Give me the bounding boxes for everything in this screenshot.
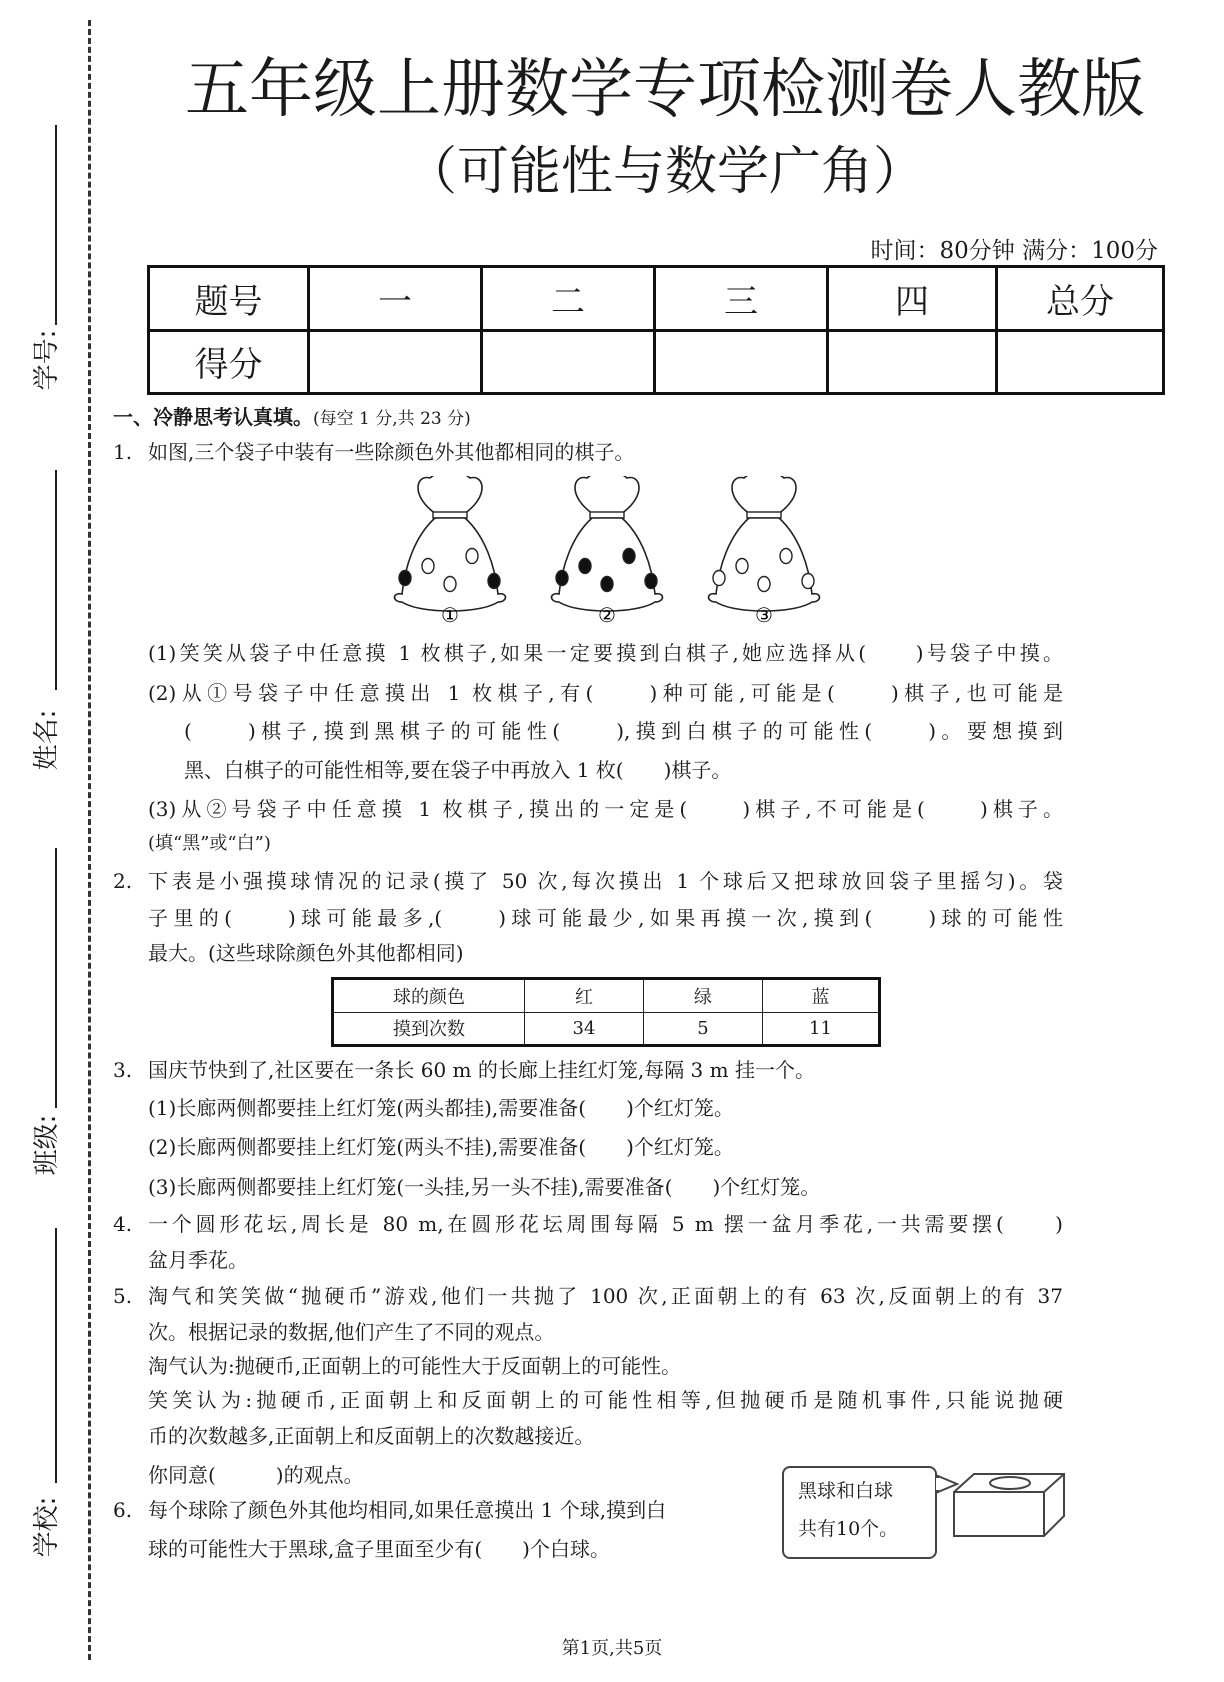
question-number: 2. <box>113 869 133 893</box>
question-number: 5. <box>113 1284 133 1308</box>
ball-table-cell: 摸到次数 <box>333 1012 525 1046</box>
white-piece <box>422 559 434 574</box>
school-label: 学校: <box>32 1496 62 1558</box>
ball-table-header-row <box>333 979 880 1013</box>
q2-line: 子里的( )球可能最多,( )球可能最少,如果再摸一次,摸到( )球的可能性 <box>148 906 1063 930</box>
page-title: 五年级上册数学专项检测卷人教版 <box>185 53 1145 127</box>
ball-table-cell: 5 <box>644 1012 763 1046</box>
score-cell <box>482 330 655 394</box>
black-piece <box>399 571 411 586</box>
score-header-cell: 二 <box>482 267 655 331</box>
q3-line: 国庆节快到了,社区要在一条长 60 m 的长廊上挂红灯笼,每隔 3 m 挂一个。 <box>148 1058 815 1082</box>
speech-line: 共有10个。 <box>798 1518 899 1540</box>
score-cell <box>309 330 482 394</box>
q1-line: (3)从②号袋子中任意摸 1 枚棋子,摸出的一定是( )棋子,不可能是( )棋子。 <box>148 797 1063 821</box>
white-piece <box>736 559 748 574</box>
page-footer: 第1页,共5页 <box>561 1638 663 1659</box>
bag-label: ① <box>441 603 459 627</box>
ball-table-header: 球的颜色 <box>333 979 525 1013</box>
ball-table-cell: 11 <box>763 1012 880 1046</box>
question-number: 1. <box>113 440 133 464</box>
bag <box>395 476 506 627</box>
q2-line: 最大。(这些球除颜色外其他都相同) <box>148 941 464 965</box>
q1-line: (2)从①号袋子中任意摸出 1 枚棋子,有( )种可能,可能是( )棋子,也可能是 <box>148 681 1063 705</box>
q2-line: 下表是小强摸球情况的记录(摸了 50 次,每次摸出 1 个球后又把球放回袋子里摇匀)。袋 <box>148 869 1063 893</box>
white-piece <box>713 571 725 586</box>
white-piece <box>466 549 478 564</box>
school-underline <box>55 1228 57 1483</box>
q5-line: 淘气和笑笑做“抛硬币”游戏,他们一共抛了 100 次,正面朝上的有 63 次,反面朝上的有 37 <box>148 1284 1063 1308</box>
ball-record-table <box>331 977 881 1047</box>
bag-label: ③ <box>755 603 773 627</box>
black-piece <box>579 559 591 574</box>
class-label: 班级: <box>32 1114 62 1176</box>
name-underline <box>55 470 57 690</box>
bag-label: ② <box>598 603 616 627</box>
binding-dashed-line <box>88 20 91 1660</box>
score-header-cell: 一 <box>309 267 482 331</box>
white-piece <box>780 549 792 564</box>
score-row-label: 得分 <box>149 330 309 394</box>
q3-line: (3)长廊两侧都要挂上红灯笼(一头挂,另一头不挂),需要准备( )个红灯笼。 <box>148 1175 821 1199</box>
page-subtitle: （可能性与数学广角） <box>404 142 925 202</box>
score-cell <box>997 330 1164 394</box>
q3-line: (1)长廊两侧都要挂上红灯笼(两头都挂),需要准备( )个红灯笼。 <box>148 1096 734 1120</box>
box-outline <box>954 1474 1064 1536</box>
score-cell <box>828 330 997 394</box>
black-piece <box>623 549 635 564</box>
question-number: 6. <box>113 1498 133 1522</box>
score-table <box>147 265 1165 395</box>
ball-box-illustration <box>930 1470 1070 1545</box>
section-1-points: (每空 1 分,共 23 分) <box>313 409 471 429</box>
score-header-cell: 四 <box>828 267 997 331</box>
speech-line: 黑球和白球 <box>798 1480 894 1502</box>
time-info: 时间：80分钟 满分：100分 <box>870 238 1158 264</box>
white-piece <box>802 574 814 589</box>
bag <box>709 476 820 627</box>
question-number: 3. <box>113 1058 133 1082</box>
q6-line: 每个球除了颜色外其他均相同,如果任意摸出 1 个球,摸到白 <box>148 1498 667 1522</box>
ball-table-row <box>333 1012 880 1046</box>
q5-line: 币的次数越多,正面朝上和反面朝上的次数越接近。 <box>148 1424 595 1448</box>
white-piece <box>444 577 456 592</box>
black-piece <box>645 574 657 589</box>
q1-text: 如图,三个袋子中装有一些除颜色外其他都相同的棋子。 <box>148 440 635 464</box>
ball-table-header: 蓝 <box>763 979 880 1013</box>
class-underline <box>55 848 57 1108</box>
speech-bubble <box>782 1466 937 1559</box>
black-piece <box>488 574 500 589</box>
ball-table-header: 绿 <box>644 979 763 1013</box>
q1-line: (1)笑笑从袋子中任意摸 1 枚棋子,如果一定要摸到白棋子,她应选择从( )号袋子中摸。 <box>148 641 1063 665</box>
score-table-header-row <box>149 267 1164 331</box>
q5-line: 次。根据记录的数据,他们产生了不同的观点。 <box>148 1320 555 1344</box>
tail-mask <box>936 1478 939 1490</box>
section-1-title: 一、冷静思考认真填。 <box>113 405 313 429</box>
q1-line: (填“黑”或“白”) <box>148 833 271 854</box>
student-id-underline <box>55 125 57 325</box>
white-piece <box>758 577 770 592</box>
q5-line: 你同意( )的观点。 <box>148 1463 364 1487</box>
q4-line: 一个圆形花坛,周长是 80 m,在圆形花坛周围每隔 5 m 摆一盆月季花,一共需要摆( ) <box>148 1212 1063 1236</box>
score-cell <box>655 330 828 394</box>
q1-line: 黑、白棋子的可能性相等,要在袋子中再放入 1 枚( )棋子。 <box>184 758 732 782</box>
speech-bubble-tail <box>938 1476 957 1492</box>
question-number: 4. <box>113 1212 133 1236</box>
bags-illustration <box>380 476 840 628</box>
q6-line: 球的可能性大于黑球,盒子里面至少有( )个白球。 <box>148 1537 610 1561</box>
q1-line: ( )棋子,摸到黑棋子的可能性( ),摸到白棋子的可能性( )。要想摸到 <box>184 719 1063 743</box>
section-1-heading <box>113 402 471 432</box>
score-header-cell: 三 <box>655 267 828 331</box>
score-header-cell: 总分 <box>997 267 1164 331</box>
q4-line: 盆月季花。 <box>148 1248 248 1272</box>
black-piece <box>601 577 613 592</box>
black-piece <box>556 571 568 586</box>
q5-line: 淘气认为:抛硬币,正面朝上的可能性大于反面朝上的可能性。 <box>148 1354 682 1378</box>
ball-table-cell: 34 <box>525 1012 644 1046</box>
score-header-cell: 题号 <box>149 267 309 331</box>
name-label: 姓名: <box>32 709 62 771</box>
q5-line: 笑笑认为:抛硬币,正面朝上和反面朝上的可能性相等,但抛硬币是随机事件,只能说抛硬 <box>148 1388 1063 1412</box>
student-id-label: 学号: <box>32 329 62 391</box>
score-table-score-row <box>149 330 1164 394</box>
q3-line: (2)长廊两侧都要挂上红灯笼(两头不挂),需要准备( )个红灯笼。 <box>148 1135 734 1159</box>
bag <box>552 476 663 627</box>
ball-table-header: 红 <box>525 979 644 1013</box>
